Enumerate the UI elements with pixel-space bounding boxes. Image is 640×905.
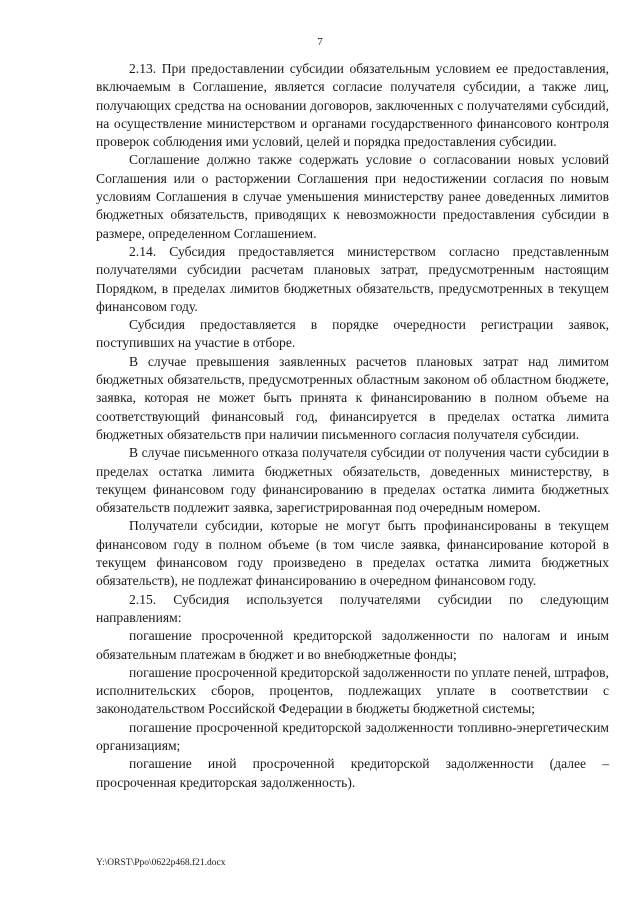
paragraph-unfunded-recipients: Получатели субсидии, которые не могут быть профинансированы в текущем финансовом году в полном объеме (в том числе заявка, финансирование которой в текущем финансовом году произведено в пределах остатка лимита бюджетных обязательств), не подлежат финансированию в очередном финансовом году. bbox=[96, 518, 609, 589]
list-item-taxes: погашение просроченной кредиторской задолженности по налогам и иным обязательным платежам в бюджет и во внебюджетные фонды; bbox=[96, 628, 609, 662]
page-number: 7 bbox=[317, 36, 323, 48]
footer-file-path: Y:\ORST\Ppo\0622p468.f21.docx bbox=[96, 858, 226, 868]
paragraph-2-15: 2.15. Субсидия используется получателями субсидии по следующим направлениям: bbox=[96, 591, 609, 625]
paragraph-limit-excess: В случае превышения заявленных расчетов плановых затрат над лимитом бюджетных обязательств, предусмотренных областным законом об областном бюджете, заявка, которая не может быть принята к финансированию в полном объеме на соответствующий финансовый год, финансируется в пределах остатка лимита бюджетных обязательств при наличии письменного согласия получателя субсидии. bbox=[96, 353, 609, 442]
paragraph-application-order: Субсидия предоставляется в порядке очередности регистрации заявок, поступивших на участие в отборе. bbox=[96, 317, 609, 351]
paragraph-written-refusal: В случае письменного отказа получателя субсидии от получения части субсидии в пределах остатка лимита бюджетных обязательств, доведенных министерству, в текущем финансовом году финансированию в пределах остатка лимита бюджетных обязательств подлежит заявка, зарегистрированная под очередным номером. bbox=[96, 445, 609, 516]
list-item-other: погашение иной просроченной кредиторской задолженности (далее – просроченная кредиторская задолженность). bbox=[96, 756, 609, 790]
list-item-penalties: погашение просроченной кредиторской задолженности по уплате пеней, штрафов, исполнительских сборов, процентов, подлежащих уплате в соответствии с законодательством Российской Федерации в бюджеты бюджетной системы; bbox=[96, 664, 609, 717]
paragraph-2-14: 2.14. Субсидия предоставляется министерством согласно представленным получателями субсидии расчетам плановых затрат, предусмотренным настоящим Порядком, в пределах лимитов бюджетных обязательств, предусмотренных в текущем финансовом году. bbox=[96, 243, 609, 314]
paragraph-2-13: 2.13. При предоставлении субсидии обязательным условием ее предоставления, включаемым в Соглашение, является согласие получателя субсидии, а также лиц, получающих средства на основании договоров, заключенных с получателями субсидий, на осуществление министерством и органами государственного финансового контроля проверок соблюдения ими условий, целей и порядка предоставления субсидии. bbox=[96, 61, 609, 150]
document-body bbox=[96, 60, 609, 792]
list-item-energy: погашение просроченной кредиторской задолженности топливно-энергетическим организациям; bbox=[96, 719, 609, 753]
paragraph-agreement-condition: Соглашение должно также содержать условие о согласовании новых условий Соглашения или о расторжении Соглашения при недостижении согласия по новым условиям Соглашения в случае уменьшения министерству ранее доведенных лимитов бюджетных обязательств, приводящих к невозможности предоставления субсидии в размере, определенном Соглашением. bbox=[96, 152, 609, 241]
